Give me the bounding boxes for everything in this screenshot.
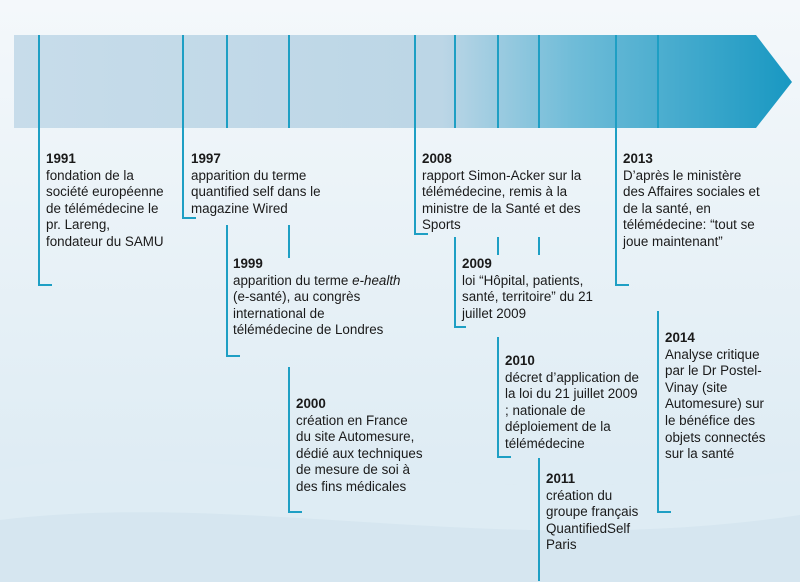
event-year: 2009 [462, 256, 492, 271]
event-year: 2008 [422, 151, 452, 166]
event-text: D’après le ministère des Affaires sociales et de la santé, en télémédecine: “tout se joue maintenant” [623, 167, 760, 249]
event-2013 [623, 151, 763, 251]
event-year: 2000 [296, 396, 326, 411]
event-year: 2010 [505, 353, 535, 368]
event-text: Analyse critique par le Dr Postel-Vinay (site Automesure) sur le bénéfice des objets connectés sur la santé [665, 346, 766, 462]
event-2010 [505, 353, 643, 453]
event-1999 [233, 256, 401, 339]
event-text: loi “Hôpital, patients, santé, territoire” du 21 juillet 2009 [462, 272, 593, 321]
event-text: apparition du terme quantified self dans le magazine Wired [191, 167, 321, 216]
event-year: 1999 [233, 256, 263, 271]
event-text: rapport Simon-Acker sur la télémédecine, remis à la ministre de la Santé et des Sports [422, 167, 582, 233]
event-text: décret d’application de la loi du 21 juillet 2009 ; nationale de déploiement de la télémédecine [505, 369, 639, 451]
event-1991 [46, 151, 170, 251]
event-year: 2011 [546, 471, 576, 486]
event-text: création en France du site Automesure, dédié aux techniques de mesure de soi à des fins médicales [296, 412, 423, 494]
event-year: 2014 [665, 330, 695, 345]
event-text: fondation de la société européenne de télémédecine le pr. Lareng, fondateur du SAMU [46, 167, 164, 249]
event-2000 [296, 396, 424, 496]
event-2009 [462, 256, 614, 322]
event-year: 1991 [46, 151, 76, 166]
event-2014 [665, 330, 769, 463]
event-2011 [546, 471, 656, 554]
event-year: 1997 [191, 151, 221, 166]
event-text: apparition du terme e-health (e-santé), au congrès international de télémédecine de Londres [233, 272, 401, 338]
event-2008 [422, 151, 594, 234]
event-text: création du groupe français QuantifiedSelf Paris [546, 487, 639, 553]
event-1997 [191, 151, 351, 217]
event-year: 2013 [623, 151, 653, 166]
